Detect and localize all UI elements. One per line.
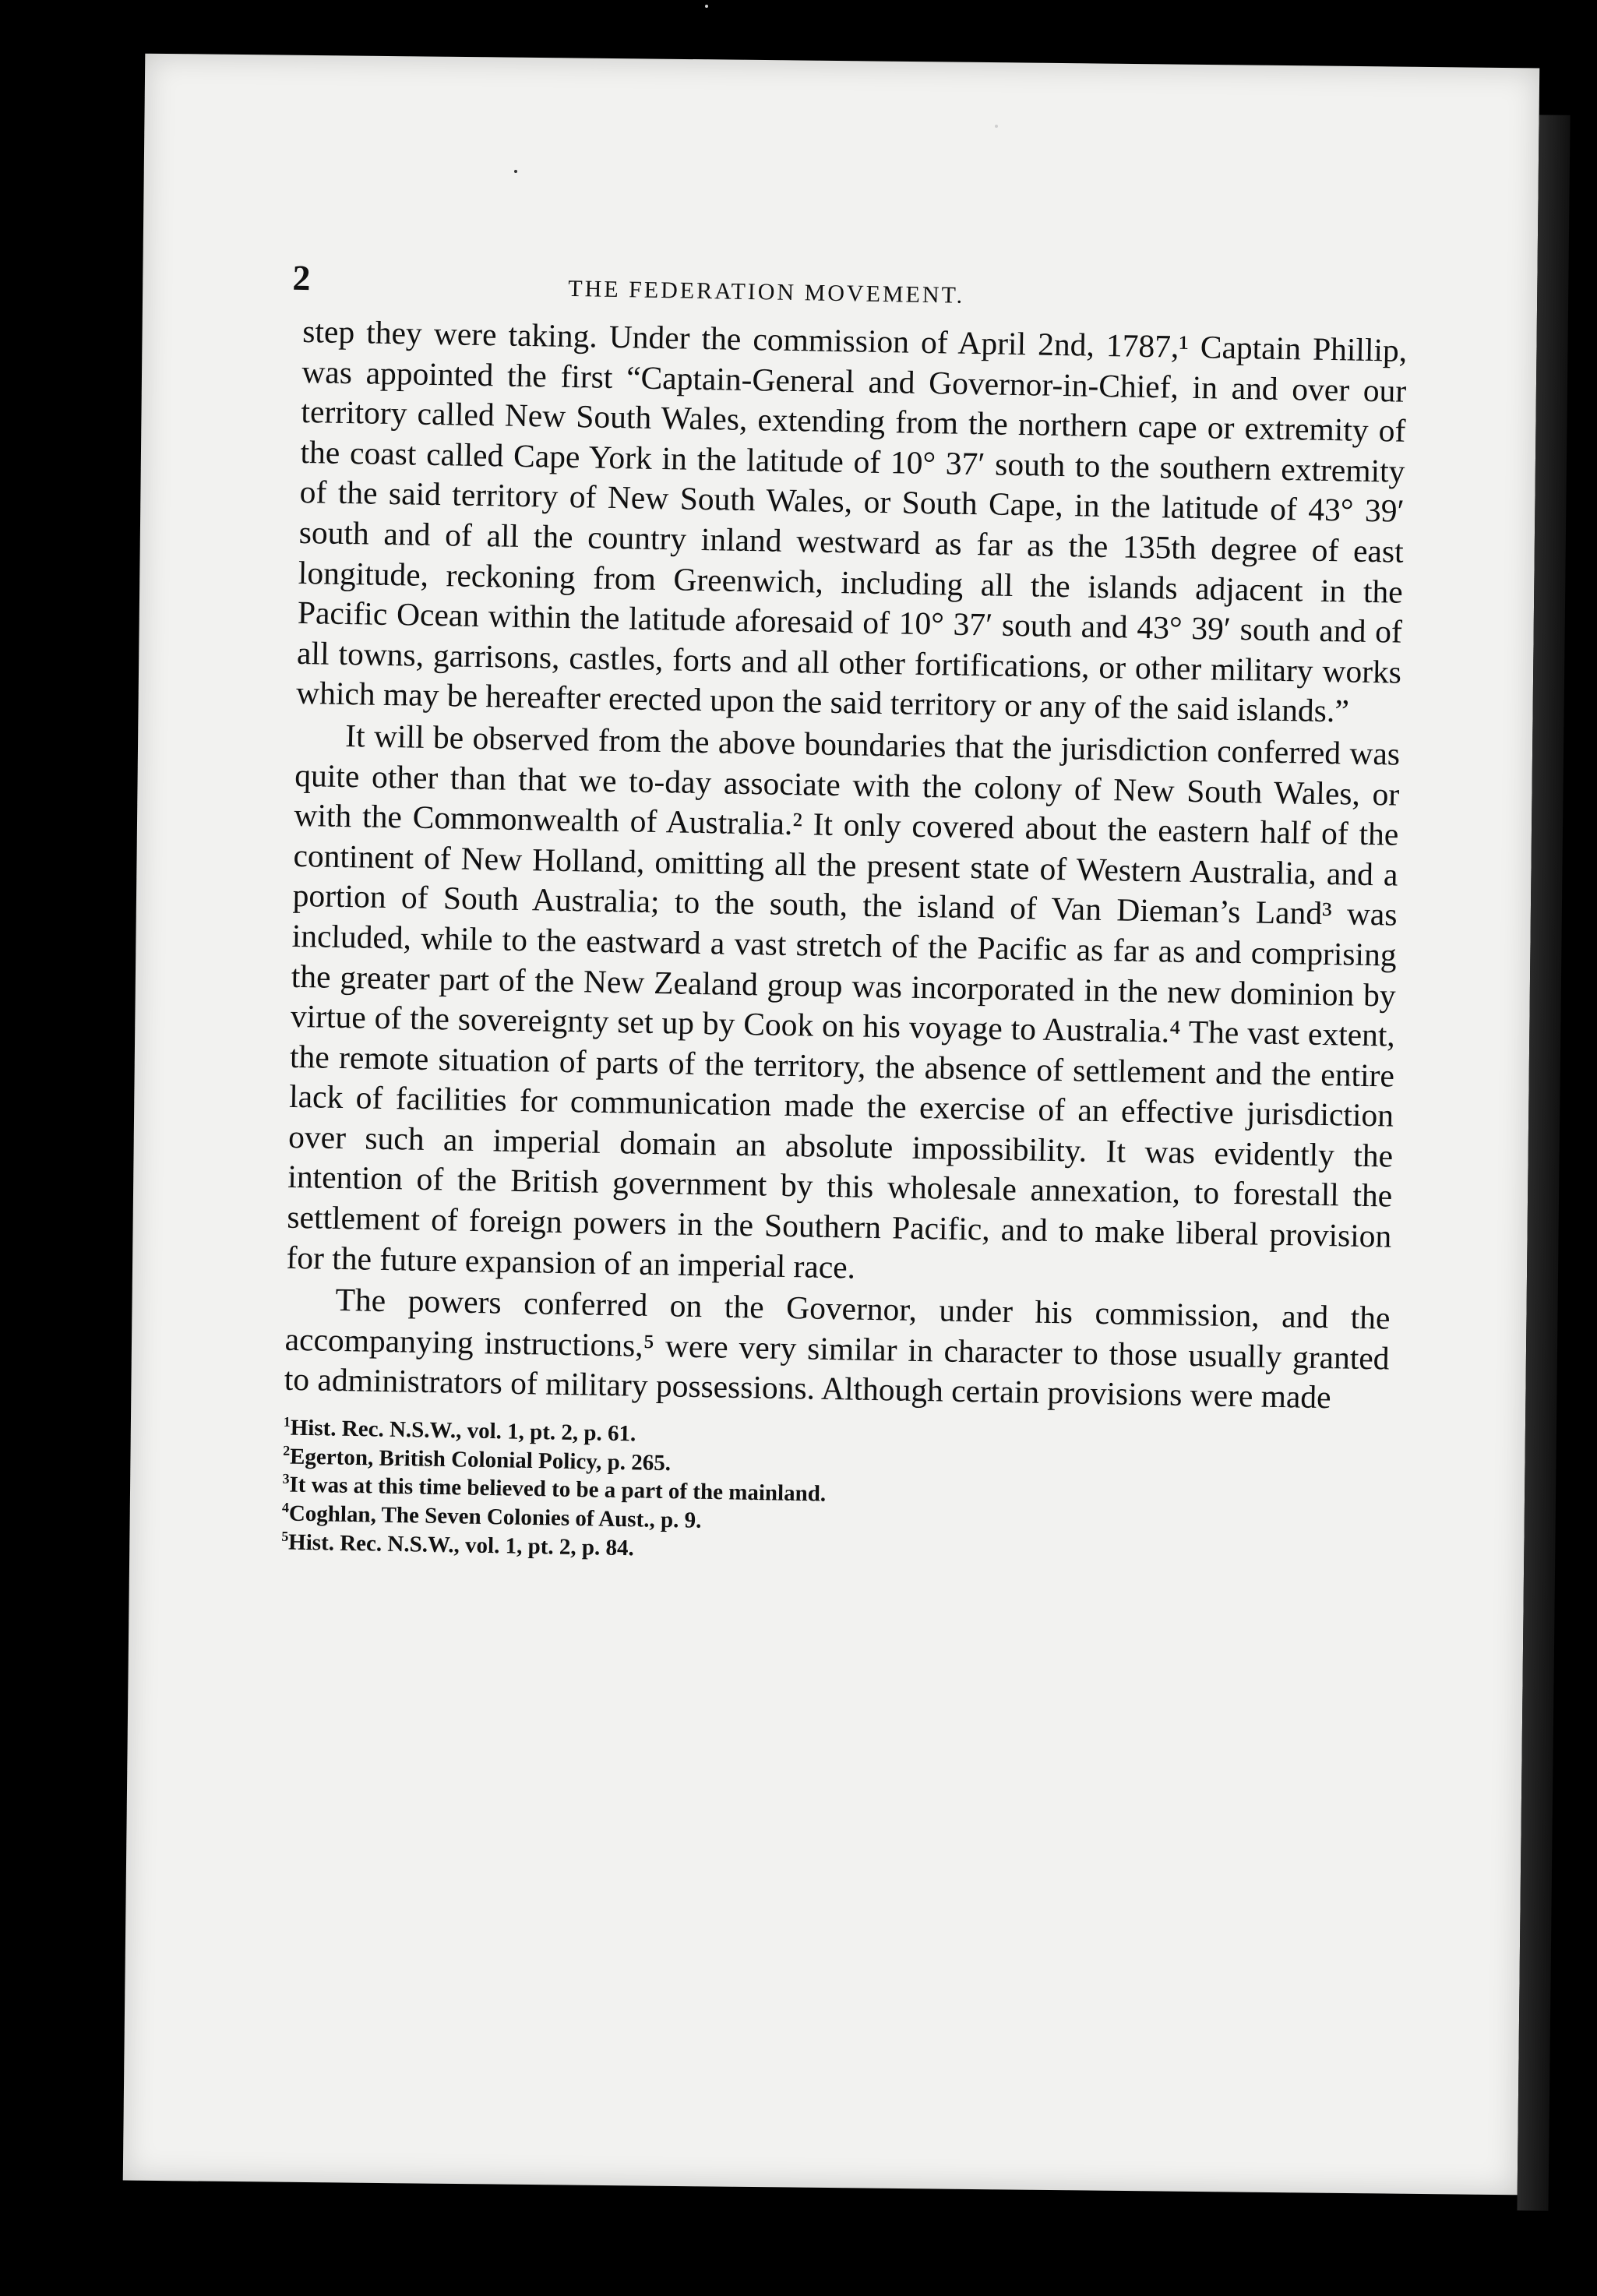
scan-speck — [514, 170, 517, 173]
footnote-mark: 4 — [281, 1499, 290, 1515]
running-title: THE FEDERATION MOVEMENT. — [568, 275, 965, 309]
footnote-mark: 1 — [283, 1413, 291, 1430]
footnote-mark: 5 — [281, 1528, 289, 1544]
page-number: 2 — [292, 257, 312, 298]
scan-speck — [995, 125, 998, 128]
footnotes — [281, 1411, 1388, 1573]
footnote-text: Coghlan, The Seven Colonies of Aust., p. 9. — [288, 1501, 702, 1533]
page-edge-shadow — [1517, 115, 1570, 2210]
footnote-text: Hist. Rec. N.S.W., vol. 1, pt. 2, p. 84. — [287, 1529, 635, 1561]
body-text — [284, 312, 1407, 1420]
footnote-text: It was at this time believed to be a part of the mainland. — [289, 1472, 827, 1507]
footnote-mark: 2 — [283, 1442, 291, 1458]
paragraph: The powers conferred on the Governor, under his commission, and the accompanying instructions,⁵ were very similar in character to those usually granted to administrators of military possessions. Although certain provisions were made — [284, 1282, 1391, 1416]
footnote-mark: 3 — [282, 1471, 290, 1487]
footnote-text: Hist. Rec. N.S.W., vol. 1, pt. 2, p. 61. — [290, 1415, 636, 1447]
scan-speck — [705, 5, 708, 8]
page-text — [281, 257, 1408, 1573]
paragraph: step they were taking. Under the commission of April 2nd, 1787,¹ Captain Phillip, was appointed the first “Captain-General and Governor-in-Chief, in and over our territory called New South Wales, extending from the northern cape or extremity of the coast called Cape York in the latitude of 10° 37′ south to the southern extremity of the said territory of New South Wales, or South Cape, in the latitude of 43° 39′ south and of all the country inland westward as far as the 135th degree of east longitude, reckoning from Greenwich, including all the islands adjacent in the Pacific Ocean within the latitude aforesaid of 10° 37′ south and 43° 39′ south and of all towns, garrisons, castles, forts and all other fortifications, or other military works which may be hereafter erected upon the said territory or any of the said islands.” — [295, 312, 1408, 729]
footnote-text: Egerton, British Colonial Policy, p. 265. — [289, 1444, 672, 1476]
paragraph: It will be observed from the above boundaries that the jurisdiction conferred was quite other than that we to-day associate with the colony of New South Wales, or with the Commonwealth of Australia.² It only covered about the eastern half of the continent of New Holland, omitting all the present state of Western Australia, and a portion of South Australia; to the south, the island of Van Dieman’s Land³ was included, while to the eastward a vast stretch of the Pacific as far as and comprising the greater part of the New Zealand group was incorporated in the new dominion by virtue of the sovereignty set up by Cook on his voyage to Australia.⁴ The vast extent, the remote situation of parts of the territory, the absence of settlement and the entire lack of facilities for communication made the exercise of an effective jurisdiction over such an imperial domain an absolute impossibility. It was evidently the intention of the British government by this wholesale annexation, to forestall the settlement of foreign powers in the Southern Pacific, and to make liberal provision for the future expansion of an imperial race. — [286, 717, 1401, 1286]
